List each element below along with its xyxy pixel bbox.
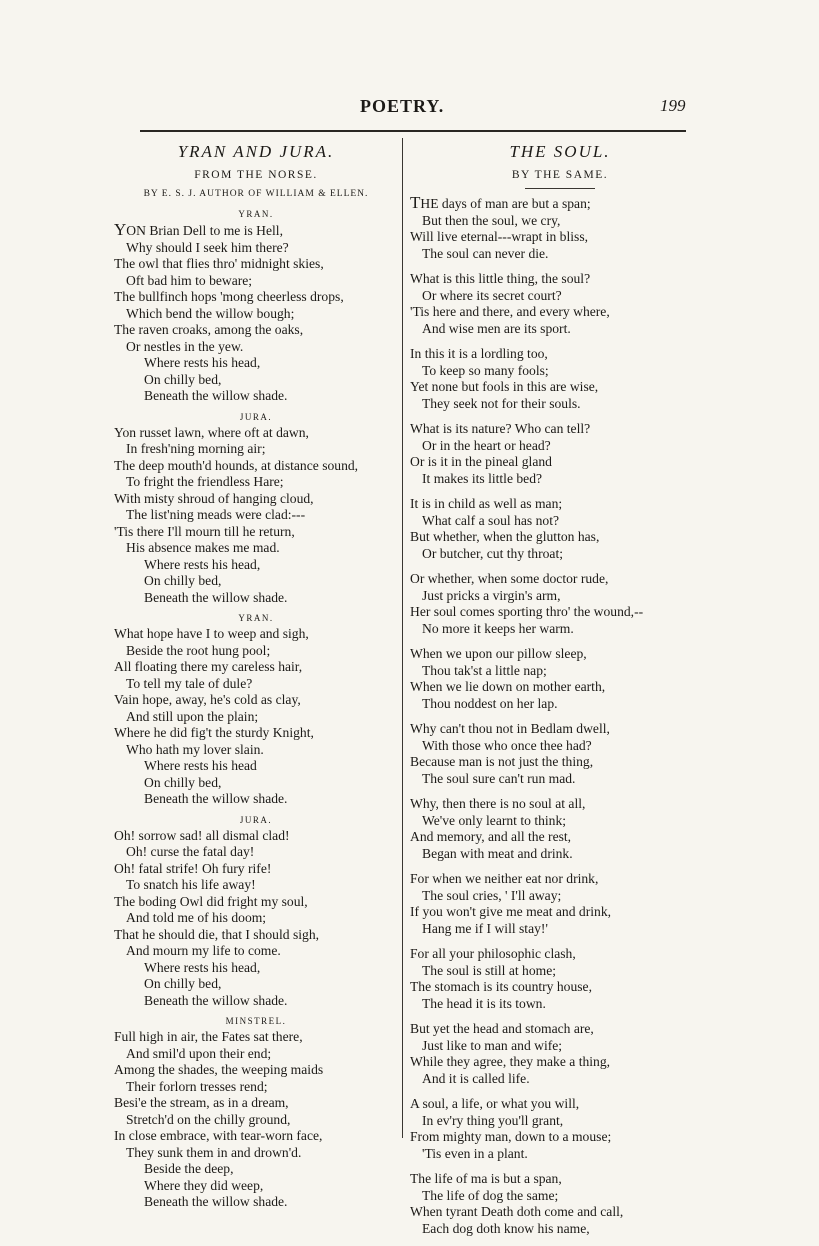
verse-line: To fright the friendless Hare;: [126, 474, 284, 489]
verse-line: To snatch his life away!: [126, 877, 256, 892]
verse-line: The stomach is its country house,: [410, 979, 592, 994]
verse-line: What hope have I to weep and sigh,: [114, 626, 309, 641]
verse-line: When tyrant Death doth come and call,: [410, 1204, 624, 1219]
verse-line: Why can't thou not in Bedlam dwell,: [410, 721, 610, 736]
verse-line: The soul sure can't run mad.: [422, 770, 576, 786]
verse-line: Beneath the willow shade.: [144, 992, 288, 1008]
stanza: [410, 496, 710, 562]
verse-line: But whether, when the glutton has,: [410, 529, 600, 544]
verse-line: Oft bad him to beware;: [126, 272, 253, 288]
verse-line: Hang me if I will stay!': [422, 920, 548, 936]
poem-title: THE SOUL.: [509, 142, 611, 161]
verse-line: But then the soul, we cry,: [422, 212, 561, 228]
verse-line: Just pricks a virgin's arm,: [422, 587, 561, 603]
verse-line: Beside the deep,: [144, 1161, 234, 1176]
stanza: [410, 946, 710, 1012]
verse-line: If you won't give me meat and drink,: [410, 904, 612, 919]
verse-line: Because man is not just the thing,: [410, 754, 594, 769]
verse-line: That he should die, that I should sigh,: [114, 926, 320, 942]
verse-line: Began with meat and drink.: [422, 845, 573, 861]
verse-line: While they agree, they make a thing,: [410, 1054, 611, 1069]
verse-line: The life of dog the same;: [422, 1187, 559, 1203]
verse-line: And wise men are its sport.: [422, 320, 571, 336]
verse-line: A soul, a life, or what you will,: [410, 1096, 580, 1111]
verse-line: The life of ma is but a span,: [410, 1171, 562, 1186]
verse-line: And memory, and all the rest,: [410, 829, 572, 844]
verse-line: They seek not for their souls.: [422, 395, 581, 411]
verse-line: Or in the heart or head?: [422, 437, 551, 453]
verse-line: We've only learnt to think;: [422, 812, 567, 828]
verse-line: For when we neither eat nor drink,: [410, 871, 599, 886]
verse-line: Full high in air, the Fates sat there,: [114, 1029, 303, 1044]
verse-line: Which bend the willow bough;: [126, 305, 295, 321]
verse-line: In close embrace, with tear-worn face,: [114, 1128, 323, 1143]
verse-line: All floating there my careless hair,: [114, 659, 303, 674]
poem-title: YRAN AND JURA.: [177, 142, 335, 161]
verse-line: On chilly bed,: [144, 573, 222, 588]
header-rule: [140, 130, 686, 132]
verse-line: Where rests his head,: [144, 556, 261, 572]
verse-line: And still upon the plain;: [126, 708, 259, 724]
verse-line: And smil'd upon their end;: [126, 1045, 272, 1061]
verse-line: Where rests his head: [144, 758, 257, 773]
stanza: [410, 721, 710, 787]
verse-line: Oh! curse the fatal day!: [126, 844, 255, 859]
verse-line: Her soul comes sporting thro' the wound,--: [410, 604, 644, 619]
stanza: [114, 626, 398, 808]
stanza: [114, 222, 398, 405]
verse-line: Beneath the willow shade.: [144, 791, 288, 806]
verse-line: To tell my tale of dule?: [126, 675, 253, 691]
stanza: [114, 425, 398, 607]
verse-line: Besi'e the stream, as in a dream,: [114, 1095, 289, 1110]
speaker-label: JURA.: [239, 814, 273, 825]
verse-line: Or where its secret court?: [422, 287, 562, 303]
verse-line: The boding Owl did fright my soul,: [114, 893, 308, 909]
verse-line: Each dog doth know his name,: [422, 1220, 590, 1236]
verse-line: In this it is a lordling too,: [410, 346, 548, 361]
stanza: [410, 871, 710, 937]
verse-line: Vain hope, away, he's cold as clay,: [114, 692, 301, 707]
verse-line: But yet the head and stomach are,: [410, 1021, 594, 1036]
verse-line: The soul can never die.: [422, 245, 549, 261]
verse-line: Why should I seek him there?: [126, 239, 289, 255]
verse-line: Thou tak'st a little nap;: [422, 662, 547, 678]
verse-line: Beneath the willow shade.: [144, 388, 288, 403]
stanza: [410, 571, 710, 637]
verse-line: The raven croaks, among the oaks,: [114, 322, 304, 337]
verse-line: The owl that flies thro' midnight skies,: [114, 256, 324, 271]
poem-subtitle: FROM THE NORSE.: [194, 169, 318, 181]
verse-line: What is this little thing, the soul?: [410, 271, 591, 286]
verse-line: Yon russet lawn, where oft at dawn,: [114, 424, 309, 440]
verse-line: Where rests his head,: [144, 355, 261, 370]
verse-line: When we lie down on mother earth,: [410, 679, 606, 694]
column-divider: [402, 138, 403, 1138]
verse-line: For all your philosophic clash,: [410, 946, 576, 961]
verse-line: And mourn my life to come.: [126, 943, 281, 958]
verse-line: In ev'ry thing you'll grant,: [422, 1112, 564, 1128]
verse-line: With those who once thee had?: [422, 737, 592, 753]
speaker-label: JURA.: [239, 411, 273, 422]
verse-line: Beside the root hung pool;: [126, 642, 271, 658]
stanza: [410, 646, 710, 712]
verse-line: The list'ning meads were clad:---: [126, 507, 306, 522]
verse-line: Oh! fatal strife! Oh fury rife!: [114, 860, 272, 876]
verse-line: 'Tis there I'll mourn till he return,: [114, 523, 295, 539]
verse-line: To keep so many fools;: [422, 362, 549, 378]
verse-line: The soul is still at home;: [422, 962, 557, 978]
verse-line: Where he did fig't the sturdy Knight,: [114, 725, 314, 740]
stanza: [410, 1096, 710, 1162]
stanza: [410, 421, 710, 487]
verse-line: What is its nature? Who can tell?: [410, 421, 591, 436]
page-number: 199: [660, 96, 686, 115]
verse-line: 'Tis here and there, and every where,: [410, 304, 610, 319]
verse-line: Beneath the willow shade.: [144, 589, 288, 605]
verse-line: THE days of man are but a span;: [410, 193, 591, 212]
verse-line: It is in child as well as man;: [410, 496, 563, 511]
verse-line: On chilly bed,: [144, 774, 222, 790]
poem-body: [410, 195, 710, 1237]
verse-line: The deep mouth'd hounds, at distance sound,: [114, 457, 359, 473]
verse-line: On chilly bed,: [144, 976, 222, 991]
verse-line: The bullfinch hops 'mong cheerless drops,: [114, 289, 344, 304]
stanza: [410, 346, 710, 412]
verse-line: Their forlorn tresses rend;: [126, 1078, 268, 1094]
verse-line: Or whether, when some doctor rude,: [410, 571, 609, 586]
stanza: [410, 195, 710, 262]
verse-line: Why, then there is no soul at all,: [410, 796, 586, 811]
poem-subtitle: BY THE SAME.: [511, 169, 609, 181]
verse-line: Oh! sorrow sad! all dismal clad!: [114, 827, 290, 843]
stanza: [410, 1171, 710, 1237]
verse-line: When we upon our pillow sleep,: [410, 646, 587, 661]
verse-line: 'Tis even in a plant.: [422, 1145, 528, 1161]
speaker-label: YRAN.: [238, 613, 274, 623]
verse-line: It makes its little bed?: [422, 470, 543, 486]
stanza: [114, 828, 398, 1010]
stanza: [114, 1029, 398, 1211]
title-rule: [525, 188, 595, 189]
verse-line: And it is called life.: [422, 1070, 530, 1086]
verse-line: On chilly bed,: [144, 371, 222, 387]
running-head: POETRY.: [360, 96, 445, 116]
verse-line: Yet none but fools in this are wise,: [410, 379, 599, 394]
verse-line: With misty shroud of hanging cloud,: [114, 490, 314, 506]
verse-line: The soul cries, ' I'll away;: [422, 887, 562, 903]
verse-line: Just like to man and wife;: [422, 1037, 563, 1053]
stanza: [410, 1021, 710, 1087]
stanza: [410, 271, 710, 337]
poem-attribution: BY E. S. J. AUTHOR OF WILLIAM & ELLEN.: [143, 189, 369, 199]
speaker-label: YRAN.: [238, 209, 274, 219]
speaker-label: MINSTREL.: [225, 1016, 287, 1026]
verse-line: Among the shades, the weeping maids: [114, 1062, 324, 1077]
verse-line: Or nestles in the yew.: [126, 338, 244, 354]
left-column: [114, 140, 398, 1211]
poem-body: [114, 206, 398, 1211]
verse-line: Where rests his head,: [144, 959, 261, 975]
verse-line: Stretch'd on the chilly ground,: [126, 1111, 291, 1127]
verse-line: From mighty man, down to a mouse;: [410, 1129, 612, 1144]
right-column: [410, 140, 710, 1246]
stanza: [410, 796, 710, 862]
verse-line: And told me of his doom;: [126, 910, 267, 925]
verse-line: No more it keeps her warm.: [422, 620, 574, 636]
verse-line: Who hath my lover slain.: [126, 741, 264, 757]
verse-line: They sunk them in and drown'd.: [126, 1144, 302, 1160]
verse-line: YON Brian Dell to me is Hell,: [114, 220, 283, 239]
verse-line: His absence makes me mad.: [126, 540, 280, 555]
verse-line: What calf a soul has not?: [422, 512, 560, 528]
verse-line: Thou noddest on her lap.: [422, 695, 558, 711]
verse-line: In fresh'ning morning air;: [126, 441, 266, 456]
verse-line: The head it is its town.: [422, 995, 546, 1011]
verse-line: Or is it in the pineal gland: [410, 454, 552, 469]
verse-line: Will live eternal---wrapt in bliss,: [410, 229, 589, 244]
verse-line: Where they did weep,: [144, 1177, 264, 1193]
verse-line: Or butcher, cut thy throat;: [422, 545, 564, 561]
verse-line: Beneath the willow shade.: [144, 1194, 288, 1209]
